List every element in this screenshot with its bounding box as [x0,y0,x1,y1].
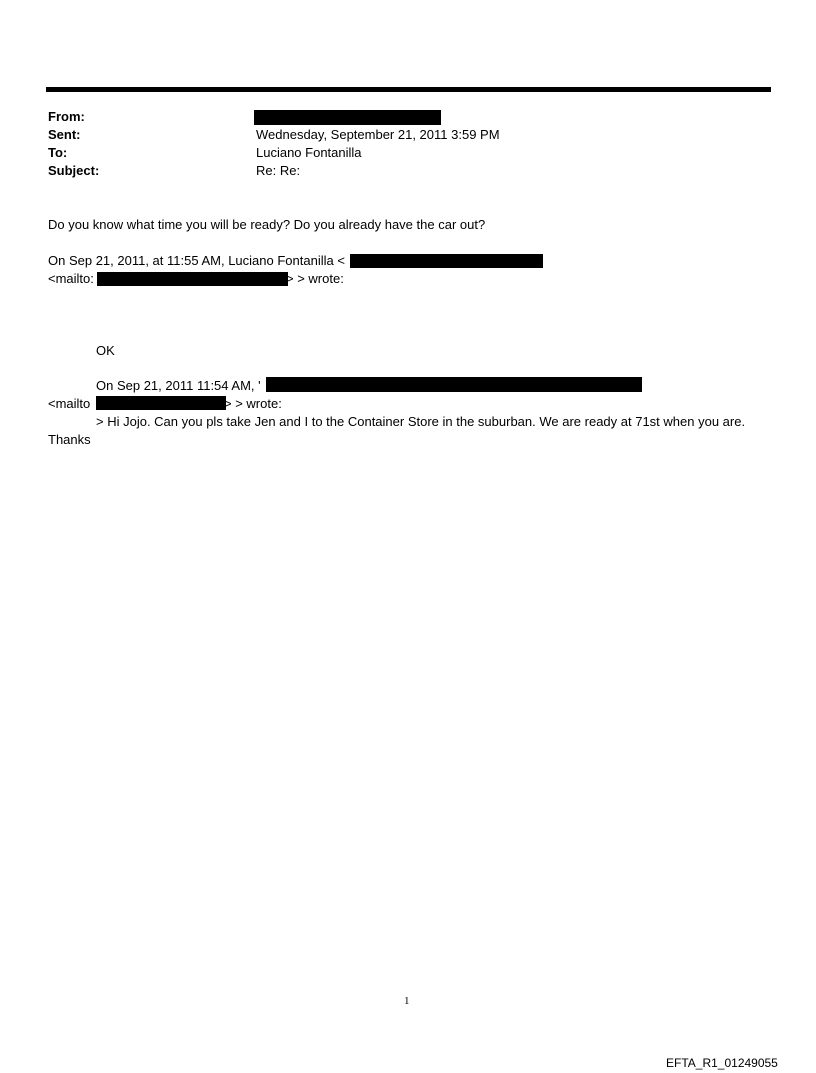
to-label: To: [48,145,68,160]
quote2-message: > Hi Jojo. Can you pls take Jen and I to the Container Store in the suburban. We are ready at 71st when you are. [96,414,746,429]
quote1-email-redaction [350,254,543,268]
body-line-question: Do you know what time you will be ready? Do you already have the car out? [48,217,486,232]
page-number: 1 [404,995,410,1007]
subject-label: Subject: [48,163,100,178]
quote2-thanks: Thanks [48,432,91,447]
quote2-mailto-redaction [96,396,226,410]
header-divider-rule [46,87,771,92]
quote2-attribution: On Sep 21, 2011 11:54 AM, ' [96,378,261,393]
quote1-mailto: <mailto: [48,271,94,286]
quote2-mailto: <mailto [48,396,91,411]
quote1-wrote: > > wrote: [286,271,344,286]
quote1-attribution: On Sep 21, 2011, at 11:55 AM, Luciano Fontanilla < [48,253,345,268]
from-redaction [254,110,441,125]
quote1-mailto-redaction [97,272,288,286]
subject-value: Re: Re: [256,163,301,178]
sent-value: Wednesday, September 21, 2011 3:59 PM [256,127,500,142]
quote2-sender-redaction [266,377,642,392]
to-value: Luciano Fontanilla [256,145,362,160]
sent-label: Sent: [48,127,81,142]
reply-ok: OK [96,343,115,358]
from-label: From: [48,109,85,124]
document-id: EFTA_R1_01249055 [666,1056,778,1070]
quote2-wrote: > > wrote: [224,396,282,411]
